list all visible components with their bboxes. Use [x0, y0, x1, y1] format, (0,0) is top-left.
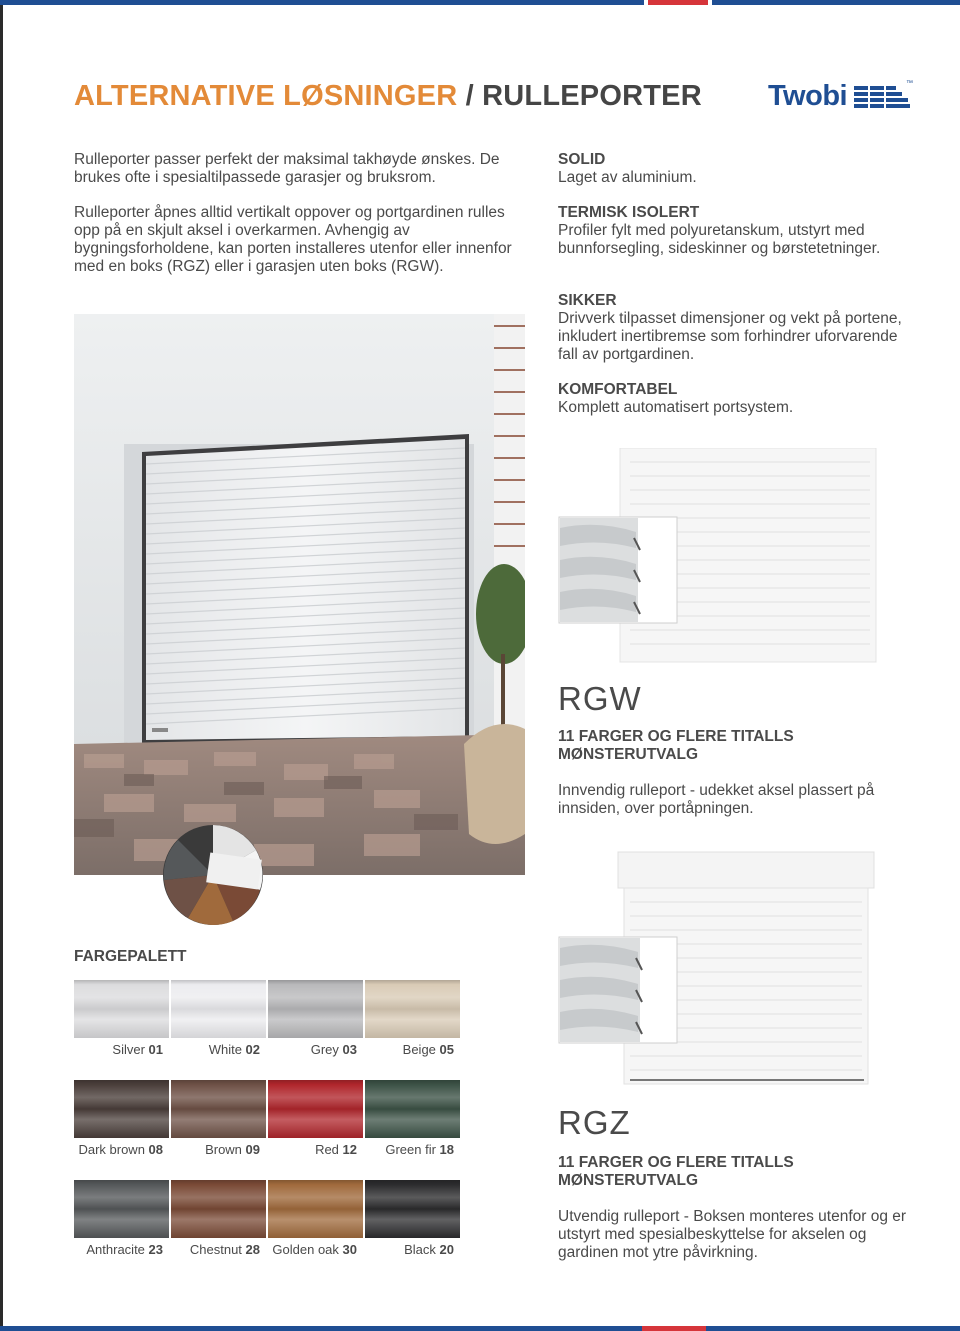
color-swatch-label — [262, 1242, 357, 1257]
rgw-description: Innvendig rulleport - udekket aksel plassert på innsiden, over portåpningen. — [558, 782, 875, 817]
swatch-name: Beige — [402, 1042, 440, 1057]
page-title — [74, 80, 702, 113]
swatch-name: Green fir — [385, 1142, 440, 1157]
swatch-name: Brown — [205, 1142, 246, 1157]
swatch-name: Silver — [112, 1042, 149, 1057]
garage-door-photo — [74, 314, 525, 875]
color-swatch-label — [359, 1042, 454, 1057]
feature-termisk — [558, 204, 918, 258]
color-swatch — [365, 1180, 460, 1238]
color-swatch-label — [68, 1242, 163, 1257]
intro-paragraph-2: Rulleporter åpnes alltid vertikalt oppover og portgardinen rulles opp på en skjult aksel i overkarmen. Avhengig av bygningsforholdene, kan porten installeres utenfor eller innenfor med en boks (RGZ) eller i garasjen uten boks (RGW). — [74, 204, 512, 275]
twobi-logo — [766, 80, 916, 114]
swatch-code: 05 — [439, 1042, 454, 1057]
feature-title: KOMFORTABEL — [558, 381, 678, 398]
feature-title: TERMISK ISOLERT — [558, 204, 700, 221]
swatch-code: 28 — [245, 1242, 260, 1257]
color-swatch-label — [165, 1042, 260, 1057]
logo-trademark: ™ — [906, 80, 913, 87]
swatch-code: 09 — [245, 1142, 260, 1157]
rgz-description: Utvendig rulleport - Boksen monteres utenfor og er utstyrt med spesialbeskyttelse for akselen og gardinen mot ytre påvirkning. — [558, 1208, 907, 1261]
swatch-name: Grey — [310, 1042, 343, 1057]
swatch-code: 18 — [439, 1142, 454, 1157]
swatch-code: 12 — [342, 1142, 357, 1157]
color-swatch-label — [68, 1142, 163, 1157]
feature-solid — [558, 151, 918, 187]
color-swatch-label — [359, 1242, 454, 1257]
bottom-color-bar — [0, 1326, 960, 1331]
rgz-subtitle: 11 FARGER OG FLERE TITALLS MØNSTERUTVALG — [558, 1154, 794, 1189]
feature-text: Drivverk tilpasset dimensjoner og vekt på portene, inkludert inertibremse som forhindrer uforvarende fall av portgardinen. — [558, 310, 902, 363]
color-swatch-label — [68, 1042, 163, 1057]
top-bar-red-segment — [648, 0, 708, 5]
color-swatch — [365, 980, 460, 1038]
swatch-name: Black — [404, 1242, 440, 1257]
feature-text: Profiler fylt med polyuretanskum, utstyrt med bunnforsegling, sideskinner og børstetetninger. — [558, 222, 881, 257]
color-swatch — [268, 1080, 363, 1138]
swatch-code: 20 — [439, 1242, 454, 1257]
page-edge-line — [0, 0, 3, 1331]
title-separator: / — [457, 80, 483, 112]
swatch-code: 02 — [245, 1042, 260, 1057]
color-swatch-label — [262, 1042, 357, 1057]
rgw-subtitle: 11 FARGER OG FLERE TITALLS MØNSTERUTVALG — [558, 728, 794, 763]
color-swatch-label — [165, 1242, 260, 1257]
color-fan-sample-icon — [158, 820, 268, 930]
swatch-code: 23 — [148, 1242, 163, 1257]
swatch-name: White — [208, 1042, 246, 1057]
color-swatch — [171, 980, 266, 1038]
title-sub: RULLEPORTER — [482, 80, 702, 112]
feature-komfortabel — [558, 381, 918, 417]
feature-text: Komplett automatisert portsystem. — [558, 399, 794, 416]
feature-title: SOLID — [558, 151, 606, 168]
intro-paragraph-1: Rulleporter passer perfekt der maksimal takhøyde ønskes. De brukes ofte i spesialtilpassede garasjer og bruksrom. — [74, 151, 500, 186]
swatch-code: 01 — [148, 1042, 163, 1057]
swatch-name: Dark brown — [78, 1142, 149, 1157]
color-swatch — [171, 1180, 266, 1238]
color-swatch — [171, 1080, 266, 1138]
logo-stripes-icon — [854, 86, 910, 108]
color-swatch — [365, 1080, 460, 1138]
color-swatch — [74, 1080, 169, 1138]
color-swatch — [268, 1180, 363, 1238]
rgz-door-image — [558, 850, 878, 1088]
color-swatch — [74, 980, 169, 1038]
feature-text: Laget av aluminium. — [558, 169, 697, 186]
title-main: ALTERNATIVE LØSNINGER — [74, 80, 458, 112]
color-swatch-label — [165, 1142, 260, 1157]
swatch-name: Chestnut — [189, 1242, 246, 1257]
rgw-model-code: RGW — [558, 680, 642, 717]
rgz-model-code: RGZ — [558, 1104, 631, 1141]
swatch-code: 03 — [342, 1042, 357, 1057]
rgw-door-image — [558, 448, 878, 664]
swatch-code: 30 — [342, 1242, 357, 1257]
feature-title: SIKKER — [558, 292, 617, 309]
color-swatch — [74, 1180, 169, 1238]
swatch-name: Golden oak — [272, 1242, 343, 1257]
swatch-name: Red — [315, 1142, 343, 1157]
swatch-code: 08 — [148, 1142, 163, 1157]
color-swatch — [268, 980, 363, 1038]
color-swatch-label — [359, 1142, 454, 1157]
bottom-bar-red-segment — [642, 1326, 706, 1331]
top-color-bar — [0, 0, 960, 5]
logo-text: Twobi — [768, 80, 848, 112]
feature-sikker — [558, 292, 918, 364]
swatch-name: Anthracite — [86, 1242, 149, 1257]
palette-heading: FARGEPALETT — [74, 948, 187, 965]
color-swatch-label — [262, 1142, 357, 1157]
